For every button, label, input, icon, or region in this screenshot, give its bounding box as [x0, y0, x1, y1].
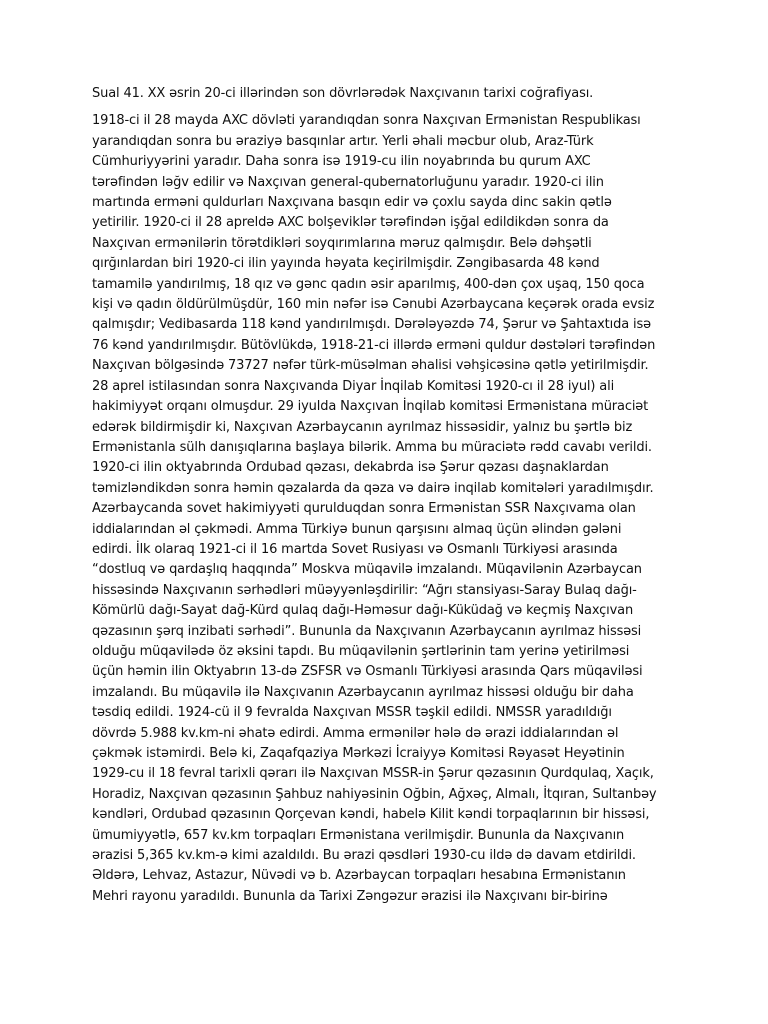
text-line: yarandıqdan sonra bu əraziyə basqınlar artır. Yerli əhali məcbur olub, Araz-Türk [92, 133, 594, 149]
text-line: ərazisi 5,365 kv.km-ə kimi azaldıldı. Bu ərazi qəsdləri 1930-cu ildə də davam etdirildi. [92, 848, 636, 864]
text-line: ümumiyyətlə, 657 kv.km torpaqları Ermənistana verilmişdir. Bununla da Naxçıvanın [92, 827, 625, 843]
text-line: Naxçıvan ermənilərin törətdikləri soyqırımlarına məruz qalmışdır. Belə dəhşətli [92, 235, 592, 251]
text-line: təmizləndikdən sonra həmin qəzalarda da qəza və dairə inqilab komitələri yaradılmışdır. [92, 480, 654, 496]
text-line: 1920-ci ilin oktyabrında Ordubad qəzası, dekabrda isə Şərur qəzası daşnaklardan [92, 460, 609, 476]
text-line: kişi və qadın öldürülmüşdür, 160 min nəfər isə Cənubi Azərbaycana keçərək orada evsiz [92, 297, 655, 313]
answer-paragraph [92, 111, 692, 907]
text-line: martında erməni quldurları Naxçıvana basqın edir və çoxlu sayda dinc sakin qətlə [92, 195, 612, 211]
text-line: üçün həmin ilin Oktyabrın 13-də ZSFSR və Osmanlı Türkiyəsi arasında Qars müqaviləsi [92, 664, 643, 680]
text-line: 1918-ci il 28 mayda AXC dövləti yarandıqdan sonra Naxçıvan Ermənistan Respublikası [92, 113, 641, 129]
text-line: qırğınlardan biri 1920-ci ilin yayında həyata keçirilmişdir. Zəngibasarda 48 kənd [92, 256, 600, 272]
text-line: edərək bildirmişdir ki, Naxçıvan Azərbaycanın ayrılmaz hissəsidir, yalnız bu şərtlə biz [92, 419, 633, 435]
text-line: 1929-cu il 18 fevral tarixli qərarı ilə Naxçıvan MSSR-in Şərur qəzasının Qurdqulaq, Xaçık, [92, 766, 654, 782]
text-line: qəzasının şərq inzibati sərhədi”. Bununla da Naxçıvanın Azərbaycanın ayrılmaz hissəsi [92, 623, 642, 639]
text-line: çəkmək istəmirdi. Belə ki, Zaqafqaziya Mərkəzi İcraiyyə Komitəsi Rəyasət Heyətinin [92, 746, 625, 761]
text-line: təsdiq edildi. 1924-cü il 9 fevralda Naxçıvan MSSR təşkil edildi. NMSSR yaradıldığı [92, 705, 612, 721]
text-line: imzalandı. Bu müqavilə ilə Naxçıvanın Azərbaycanın ayrılmaz hissəsi olduğu bir daha [92, 684, 634, 700]
question-heading: Sual 41. XX əsrin 20-ci illərindən son dövrlərədək Naxçıvanın tarixi coğrafiyası. [92, 86, 594, 101]
text-line: Azərbaycanda sovet hakimiyyəti qurulduqdan sonra Ermənistan SSR Naxçıvama olan [92, 501, 636, 517]
text-line: Cümhuriyyərini yaradır. Daha sonra isə 1919-cu ilin noyabrında bu qurum AXC [92, 154, 591, 170]
text-line: Horadiz, Naxçıvan qəzasının Şahbuz nahiyəsinin Oğbin, Ağxəç, Almalı, İtqıran, Sultanbəy [92, 786, 657, 802]
text-line: kəndləri, Ordubad qəzasının Qorçevan kəndi, habelə Kilit kəndi torpaqlarının bir hissəsi, [92, 807, 650, 823]
text-line: dövrdə 5.988 kv.km-ni əhatə edirdi. Amma ermənilər hələ də ərazi iddialarından əl [92, 725, 619, 741]
text-line: hakimiyyət orqanı olmuşdur. 29 iyulda Naxçıvan İnqilab komitəsi Ermənistana müraciət [92, 399, 649, 415]
text-line: 28 aprel istilasından sonra Naxçıvanda Diyar İnqilab Komitəsi 1920-cı il 28 iyul) ali [92, 378, 615, 394]
text-line: “dostluq və qardaşlıq haqqında” Moskva müqavilə imzalandı. Müqavilənin Azərbaycan [92, 562, 642, 578]
text-line: Mehri rayonu yaradıldı. Bununla da Tarixi Zəngəzur ərazisi ilə Naxçıvanı bir-birinə [92, 888, 608, 904]
text-line: olduğu müqavilədə öz əksini tapdı. Bu müqavilənin şərtlərinin tam yerinə yetirilməsi [92, 643, 630, 659]
text-line: hissəsində Naxçıvanın sərhədləri müəyyənləşdirilir: “Ağrı stansiyası-Saray Bulaq dağı- [92, 582, 637, 598]
text-line: iddialarından əl çəkmədi. Amma Türkiyə bunun qarşısını almaq üçün əlindən gələni [92, 521, 622, 537]
text-line: 76 kənd yandırılmışdır. Bütövlükdə, 1918-21-ci illərdə erməni quldur dəstələri tərəfindən [92, 337, 656, 353]
text-line: tərəfindən ləğv edilir və Naxçıvan general-qubernatorluğunu yaradır. 1920-ci ilin [92, 174, 604, 190]
text-line: yetirilir. 1920-ci il 28 apreldə AXC bolşeviklər tərəfindən işğal edildikdən sonra da [92, 215, 609, 231]
text-line: qalmışdır; Vedibasarda 118 kənd yandırılmışdı. Dərələyəzdə 74, Şərur və Şahtaxtıda isə [92, 317, 651, 333]
text-line: Kömürlü dağı-Sayat dağ-Kürd qulaq dağı-Həməsur dağı-Küküdağ və keçmiş Naxçıvan [92, 603, 634, 619]
text-line: Əldərə, Lehvaz, Astazur, Nüvədi və b. Azərbaycan torpaqları hesabına Ermənistanın [92, 868, 626, 884]
document-page [92, 84, 692, 907]
text-line: tamamilə yandırılmış, 18 qız və gənc qadın əsir aparılmış, 400-dən çox uşaq, 150 qoca [92, 276, 645, 292]
text-line: Naxçıvan bölgəsində 73727 nəfər türk-müsəlman əhalisi vəhşicəsinə qətlə yetirilmişdir. [92, 358, 649, 374]
text-line: Ermənistanla sülh danışıqlarına başlaya bilərik. Amma bu müraciətə rədd cavabı verildi. [92, 439, 652, 455]
text-line: edirdi. İlk olaraq 1921-ci il 16 martda Sovet Rusiyası və Osmanlı Türkiyəsi arasında [92, 541, 618, 557]
